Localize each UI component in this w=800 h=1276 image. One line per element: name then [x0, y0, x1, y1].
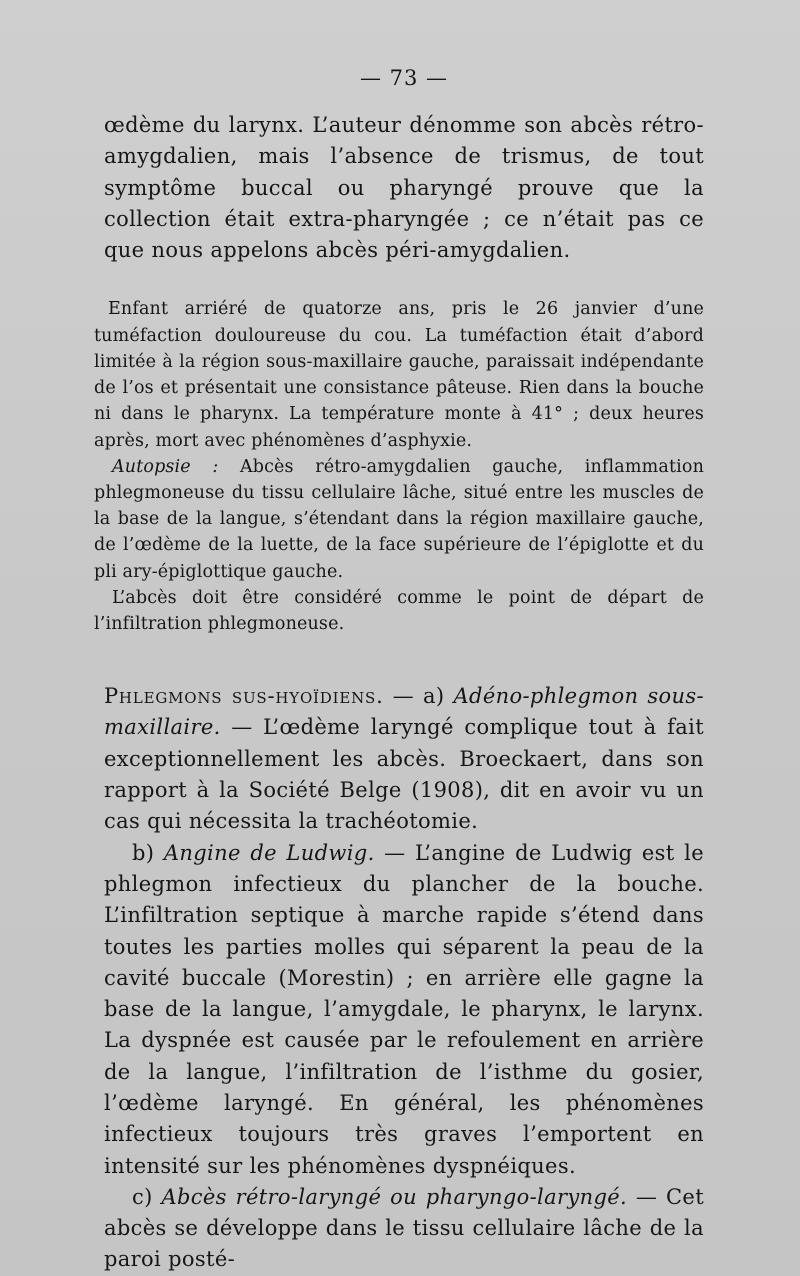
- item-b-text: — L’angine de Ludwig est le phlegmon infectieux du plancher de la bouche. L’infiltration septique à marche rapide s’étend dans toutes les parties molles qui séparent la peau de la cavité buccale (Morestin) ; en arrière elle gagne la base de la langue, l’amygdale, le pharynx, le larynx. La dyspnée est causée par le refoulement en arrière de la langue, l’infiltration de l’isthme du gosier, l’œdème laryngé. En général, les phénomènes infectieux toujours très graves l’emportent en intensité sur les phénomènes dyspnéiques.: [104, 840, 704, 1178]
- item-b-prefix: b): [132, 840, 164, 865]
- paragraph-a: [104, 681, 704, 837]
- case-report: [94, 296, 704, 637]
- item-a-text: — L’œdème laryngé complique tout à fait exceptionnellement les abcès. Broeckaert, dans son rapport à la Société Belge (1908), dit en avoir vu un cas qui nécessita la trachéotomie.: [104, 715, 704, 834]
- section-phlegmons: [104, 681, 704, 1276]
- opening-paragraph: œdème du larynx. L’auteur dénomme son abcès rétro-amygdalien, mais l’absence de trismus, de tout symptôme buccal ou pharyngé prouve que la collection était extra-pharyngée ; ce n’était pas ce que nous appelons abcès péri-amygdalien.: [104, 113, 704, 263]
- autopsy-text: Abcès rétro-amygdalien gauche, inflammation phlegmoneuse du tissu cellulaire lâche, situé entre les muscles de la base de la langue, s’étendant dans la région maxillaire gauche, de l’œdème de la luette, de la face supérieure de l’épiglotte et du pli ary-épiglottique gauche.: [94, 456, 704, 582]
- case-intro: Enfant arriéré de quatorze ans, pris le 26 janvier d’une tuméfaction douloureuse du cou. La tuméfaction était d’abord limitée à la région sous-maxillaire gauche, paraissait indépendante de l’os et présentait une consistance pâteuse. Rien dans la bouche ni dans le pharynx. La température monte à 41° ; deux heures après, mort avec phénomènes d’asphyxie.: [94, 299, 704, 451]
- paragraph-b: [104, 838, 704, 1182]
- page-number: — 73 —: [359, 66, 449, 90]
- autopsy-label: Autopsie :: [112, 456, 219, 477]
- item-a-prefix: — a): [383, 684, 454, 709]
- opening-paragraph-block: [104, 110, 704, 266]
- item-c-prefix: c): [132, 1184, 162, 1209]
- item-c-text: — Cet abcès se développe dans le tissu cellulaire lâche de la paroi posté-: [104, 1184, 704, 1272]
- paragraph-c: [104, 1182, 704, 1276]
- item-a-title: Adéno-phlegmon sous-maxillaire.: [104, 684, 704, 740]
- item-b-title: Angine de Ludwig.: [163, 840, 375, 865]
- section-heading: Phlegmons sus-hyoïdiens.: [104, 684, 384, 709]
- autopsy-paragraph: [94, 454, 704, 585]
- case-conclusion: L’abcès doit être considéré comme le point de départ de l’infiltration phlegmoneuse.: [94, 587, 704, 634]
- item-c-title: Abcès rétro-laryngé ou pharyngo-laryngé.: [161, 1184, 628, 1209]
